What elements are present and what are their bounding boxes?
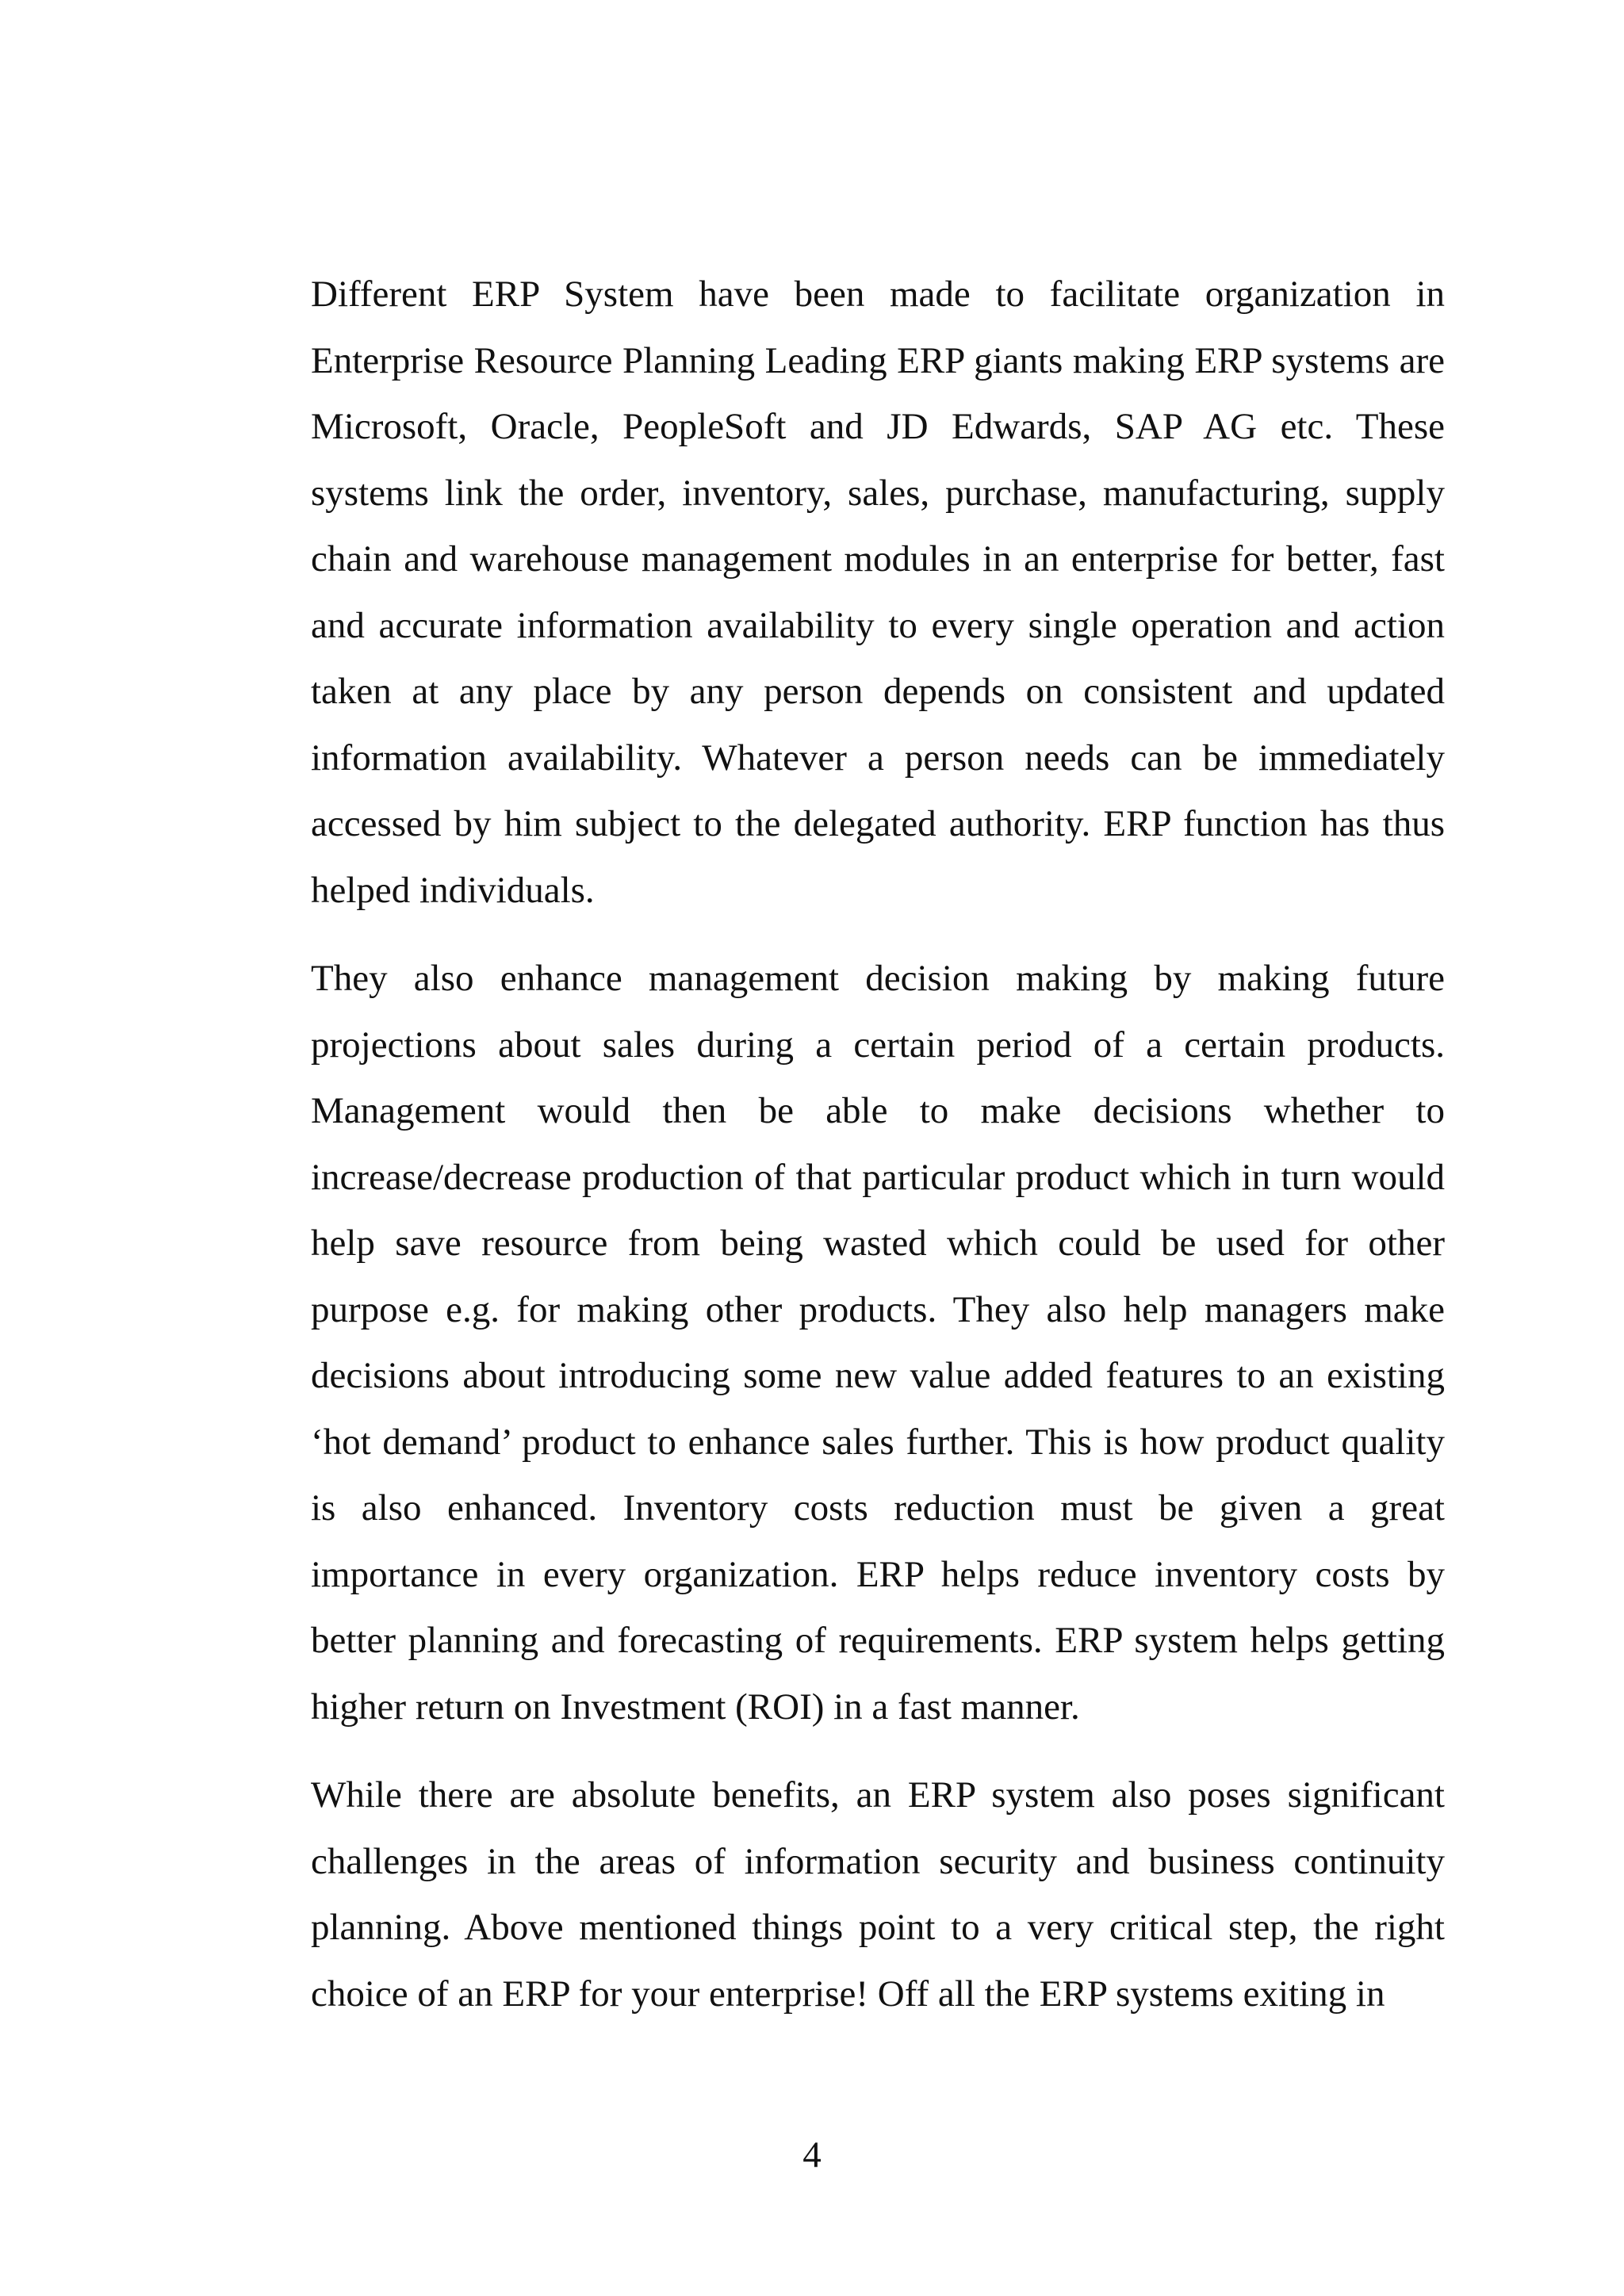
paragraph-management-decisions: They also enhance management decision making by making future projections about sales during a certain period of a certain products. Management would then be able to make decisions whether to increase/decrease production of that particular product which in turn would help save resource from being wasted which could be used for other purpose e.g. for making other products. They also help managers make decisions about introducing some new value added features to an existing ‘hot demand’ product to enhance sales further. This is how product quality is also enhanced. Inventory costs reduction must be given a great importance in every organization. ERP helps reduce inventory costs by better planning and forecasting of requirements. ERP system helps getting higher return on Investment (ROI) in a fast manner. xyxy=(311,958,1445,1728)
paragraph-erp-systems: Different ERP System have been made to facilitate organization in Enterprise Resource Planning Leading ERP giants making ERP systems are Microsoft, Oracle, PeopleSoft and JD Edwards, SAP AG etc. These systems link the order, inventory, sales, purchase, manufacturing, supply chain and warehouse management modules in an enterprise for better, fast and accurate information availability to every single operation and action taken at any place by any person depends on consistent and updated information availability. Whatever a person needs can be immediately accessed by him subject to the delegated authority. ERP function has thus helped individuals. xyxy=(311,274,1445,911)
paragraph-challenges: While there are absolute benefits, an ERP system also poses significant challenges in the areas of information security and business continuity planning. Above mentioned things point to a very critical step, the right choice of an ERP for your enterprise! Off all the ERP systems exiting in xyxy=(311,1774,1445,2015)
page-number: 4 xyxy=(802,2134,822,2175)
body-text xyxy=(311,262,1445,2049)
